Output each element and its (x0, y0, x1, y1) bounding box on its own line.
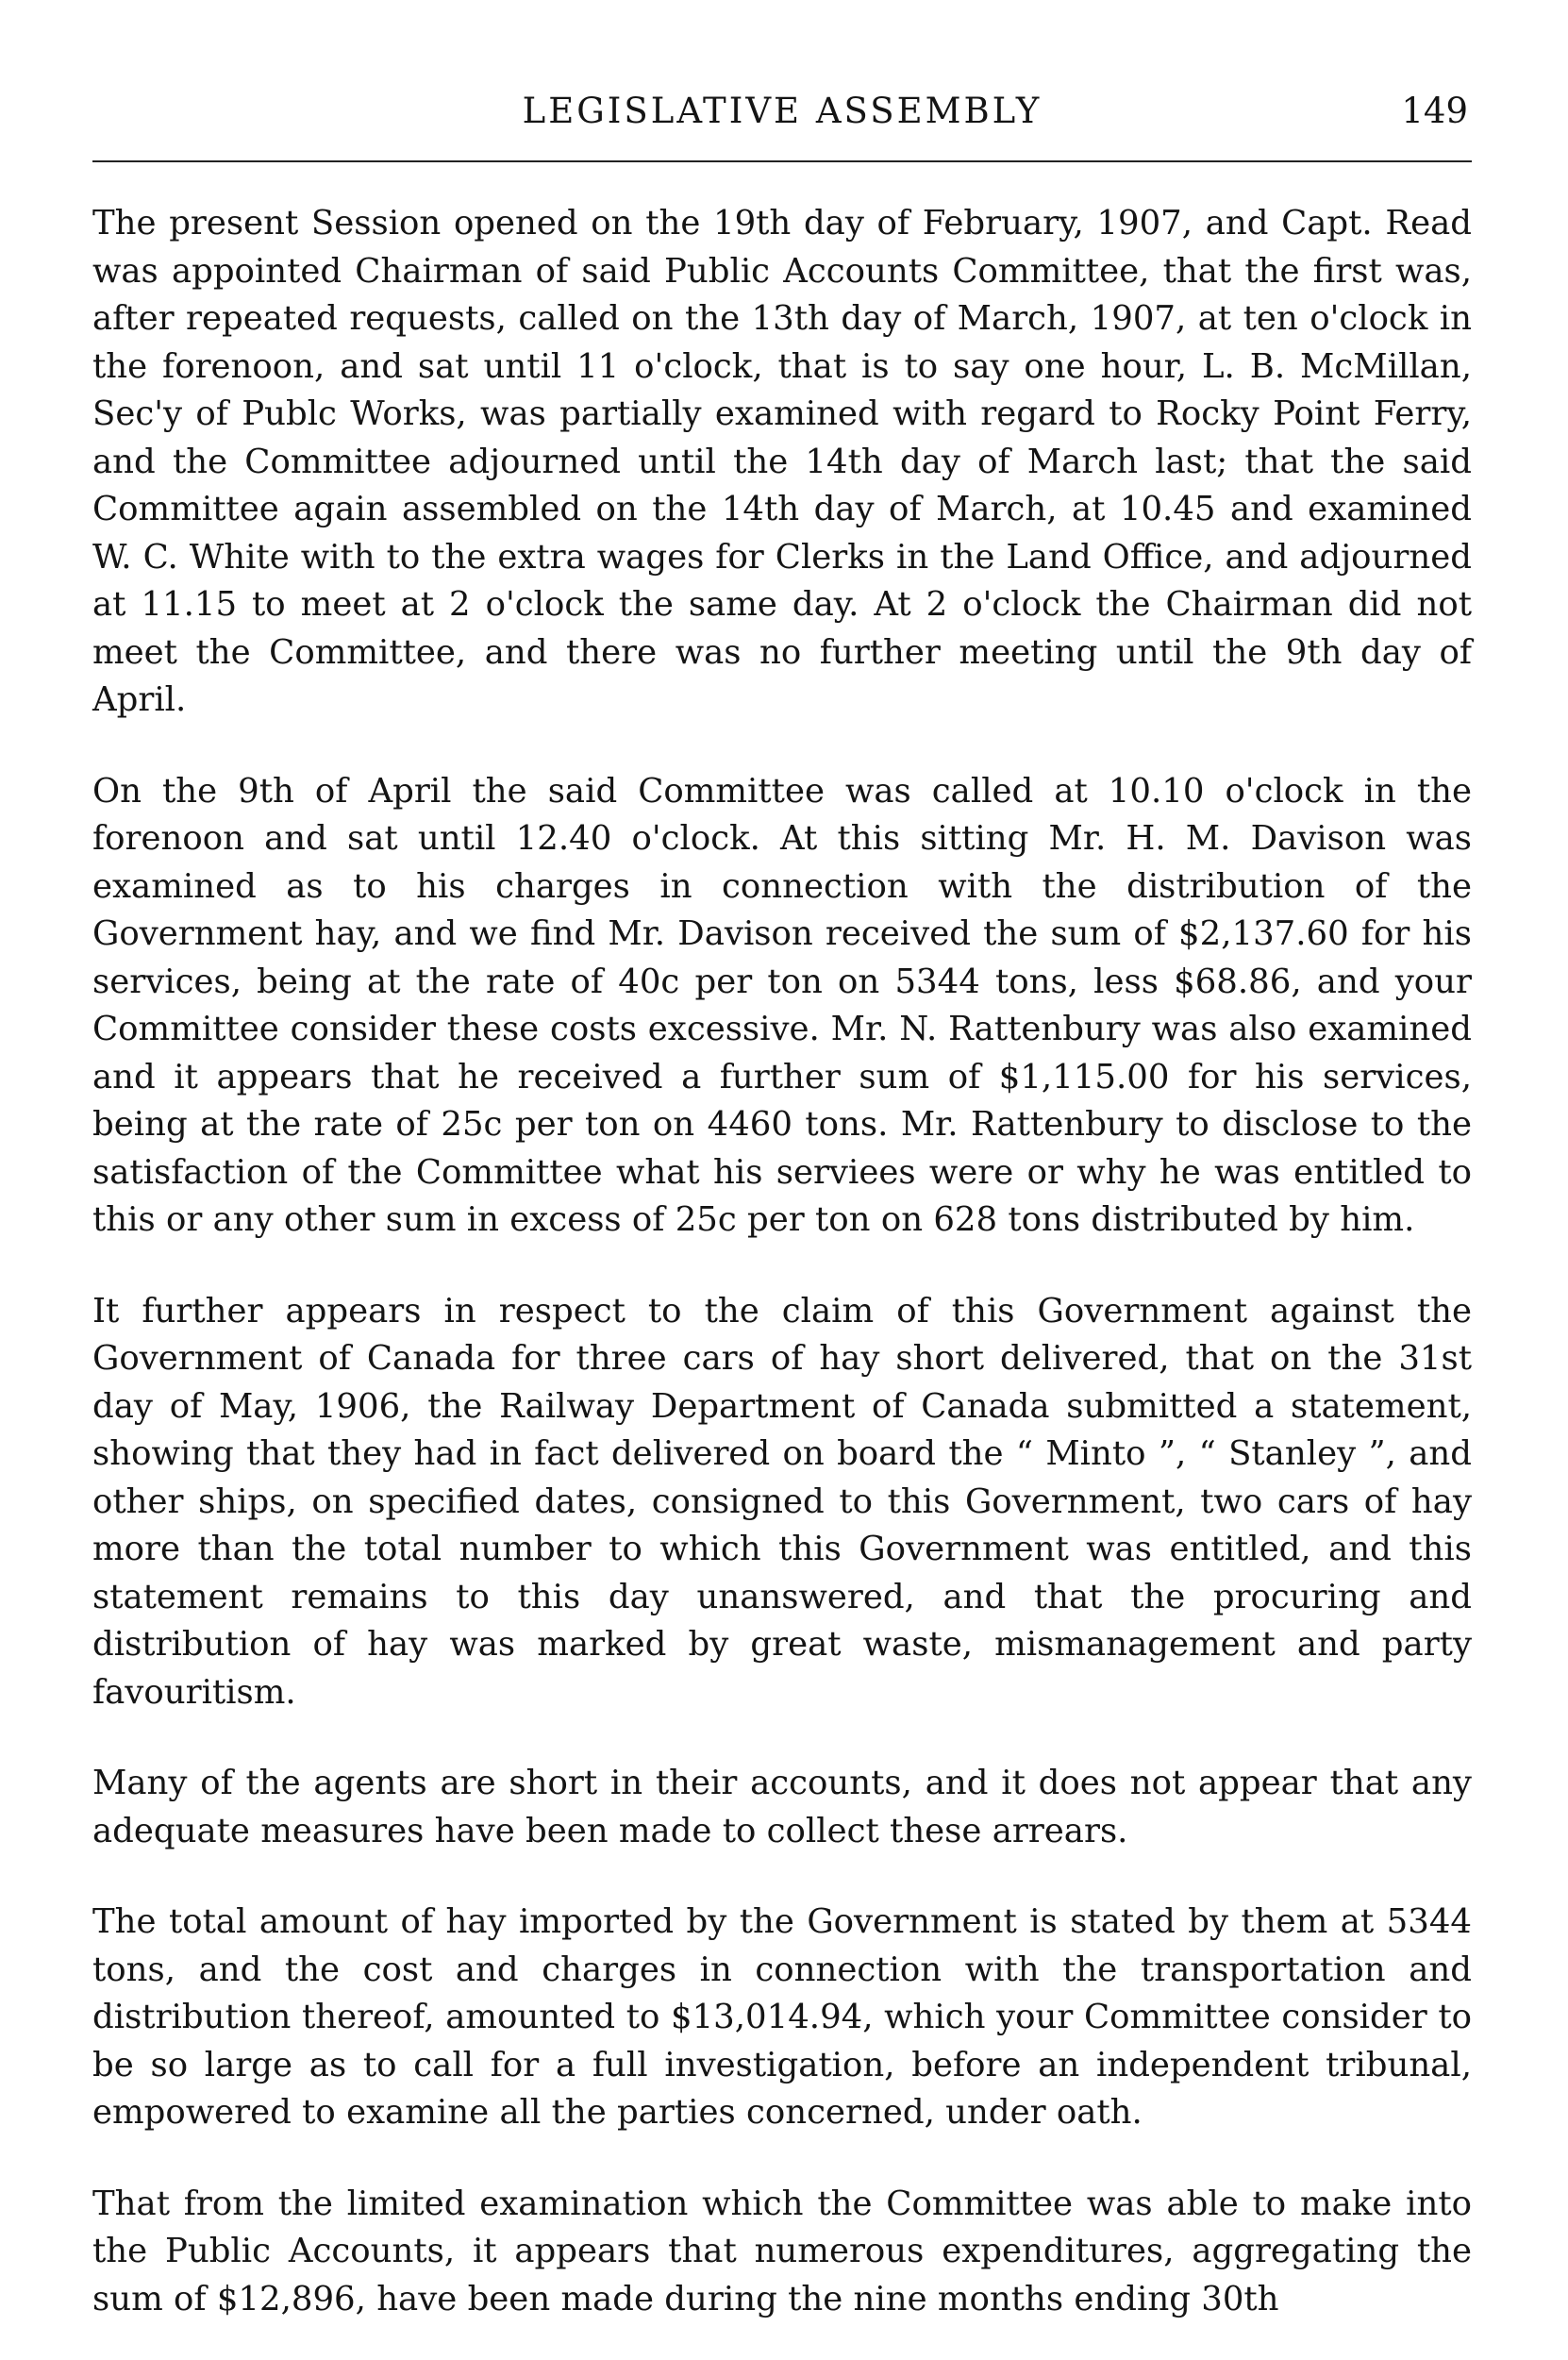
paragraph-canada-claim: It further appears in respect to the claim of this Government against the Government of Canada for three cars of hay short delivered, that on the 31st day of May, 1906, the Railway Department of Canada submitted a statement, showing that they had in fact delivered on board the “ Minto ”, “ Stanley ”, and other ships, on specified dates, consigned to this Government, two cars of hay more than the total number to which this Government was entitled, and this statement remains to this day unanswered, and that the procuring and distribution of hay was marked by great waste, mismanagement and party favouritism. (92, 1291, 1472, 1712)
paragraph-april-sitting: On the 9th of April the said Committee was called at 10.10 o'clock in the forenoon and sat until 12.40 o'clock. At this sitting Mr. H. M. Davison was examined as to his charges in connection with the distribution of the Government hay, and we find Mr. Davison received the sum of $2,137.60 for his services, being at the rate of 40c per ton on 5344 tons, less $68.86, and your Committee consider these costs excessive. Mr. N. Rattenbury was also examined and it appears that he received a further sum of $1,115.00 for his services, being at the rate of 25c per ton on 4460 tons. Mr. Rattenbury to disclose to the satisfaction of the Committee what his serviees were or why he was entitled to this or any other sum in excess of 25c per ton on 628 tons distributed by him. (92, 771, 1472, 1239)
paragraph-hay-imported: The total amount of hay imported by the Government is stated by them at 5344 tons, and the cost and charges in connection with the transportation and distribution thereof, amounted to $13,014.94, which your Committee consider to be so large as to call for a full investigation, before an independent tribunal, empowered to examine all the parties concerned, under oath. (92, 1902, 1472, 2132)
paragraph-agents-arrears: Many of the agents are short in their accounts, and it does not appear that any adequate measures have been made to collect these arrears. (92, 1764, 1472, 1850)
running-header (92, 91, 1472, 147)
paragraph-public-accounts: That from the limited examination which the Committee was able to make into the Public Accounts, it appears that numerous expenditures, aggregating the sum of $12,896, have been made during the nine months ending 30th (92, 2184, 1472, 2318)
header-rule (92, 160, 1472, 162)
running-title: LEGISLATIVE ASSEMBLY (522, 91, 1043, 131)
body-text (92, 200, 1472, 2323)
document-page (92, 0, 1472, 2360)
page-number: 149 (1401, 91, 1468, 131)
paragraph-session-opening: The present Session opened on the 19th day of February, 1907, and Capt. Read was appointed Chairman of said Public Accounts Committee, that the first was, after repeated requests, called on the 13th day of March, 1907, at ten o'clock in the forenoon, and sat until 11 o'clock, that is to say one hour, L. B. McMillan, Sec'y of Publc Works, was partially examined with regard to Rocky Point Ferry, and the Committee adjourned until the 14th day of March last; that the said Committee again assembled on the 14th day of March, at 10.45 and examined W. C. White with to the extra wages for Clerks in the Land Office, and adjourned at 11.15 to meet at 2 o'clock the same day. At 2 o'clock the Chairman did not meet the Committee, and there was no further meeting until the 9th day of April. (92, 204, 1472, 719)
